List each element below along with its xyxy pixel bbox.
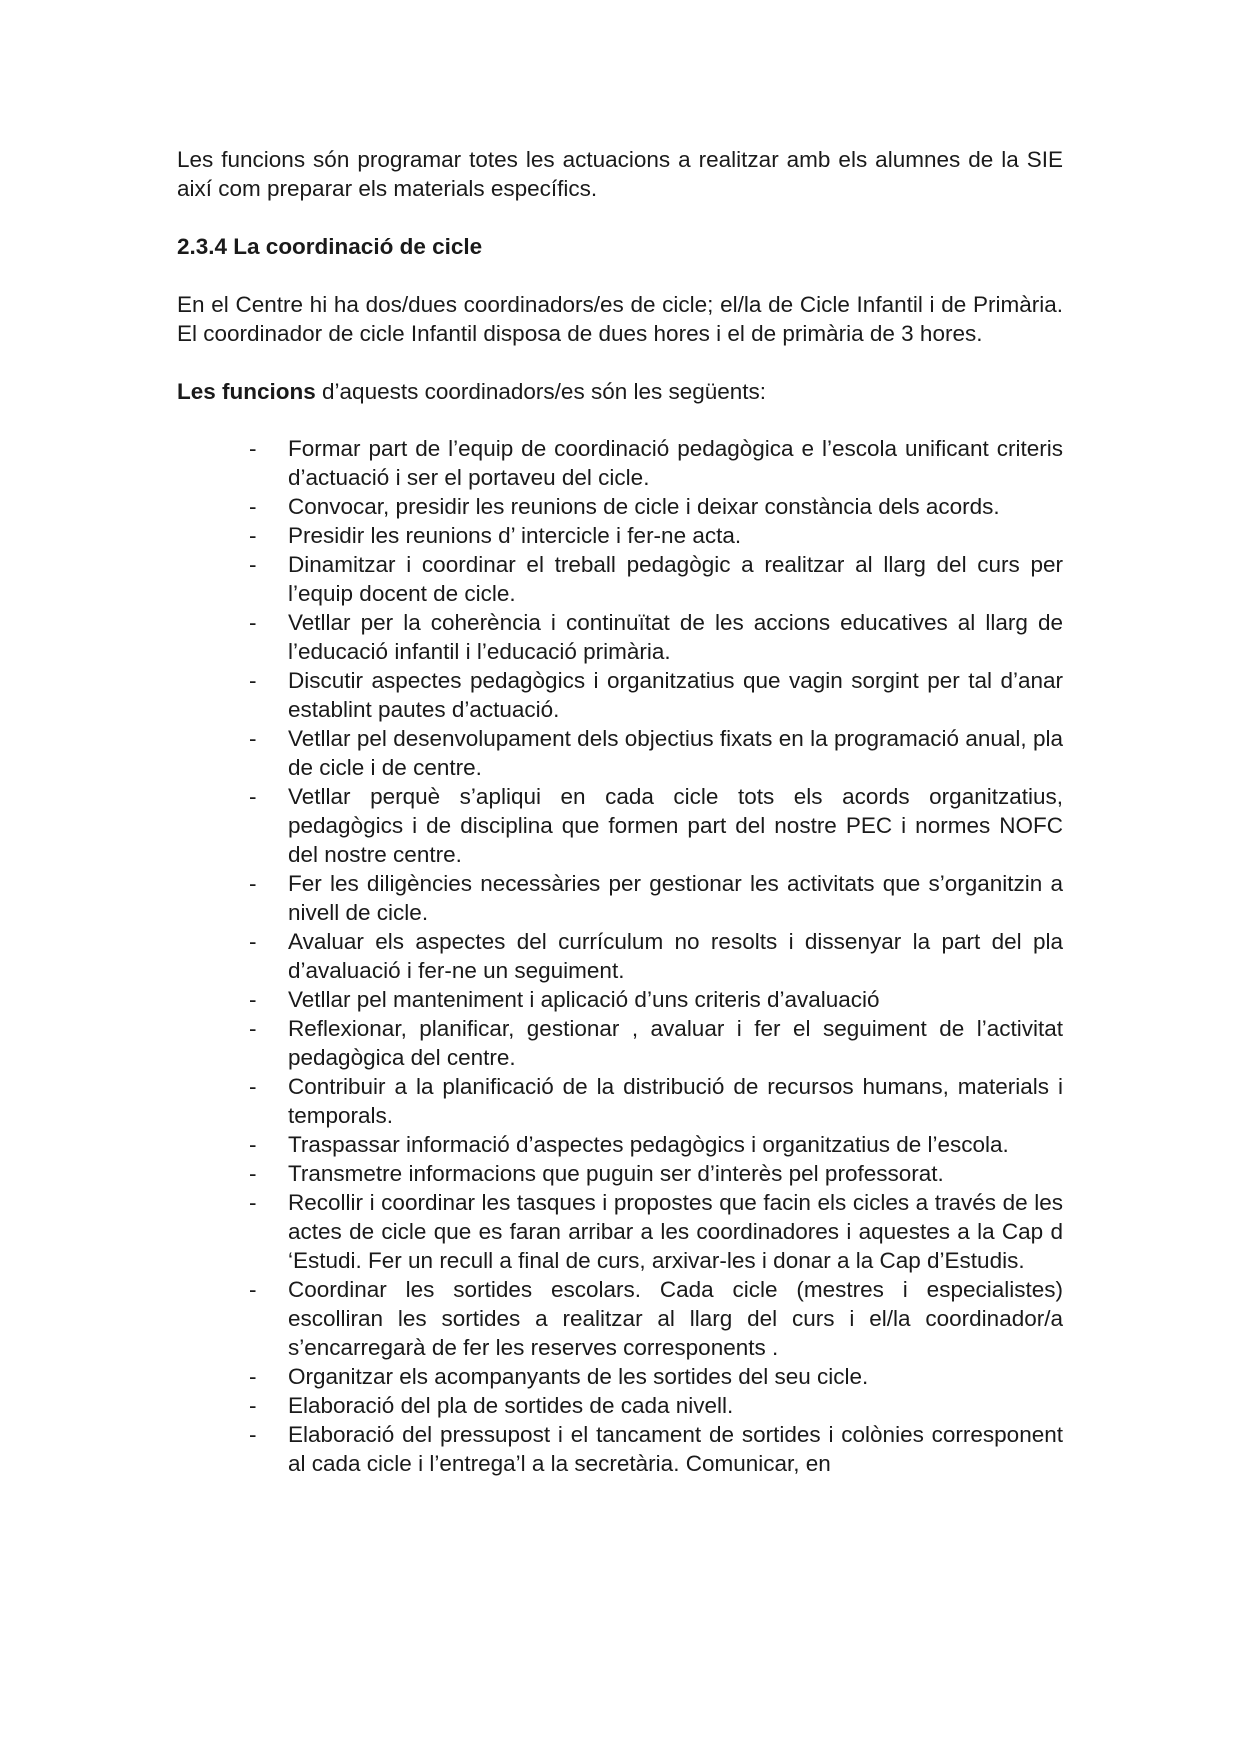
list-item — [177, 550, 1063, 608]
functions-lead — [177, 377, 1063, 406]
dash-bullet: - — [249, 668, 257, 693]
dash-bullet: - — [249, 552, 257, 577]
dash-bullet: - — [249, 1190, 257, 1215]
functions-lead-rest: d’aquests coordinadors/es són les següents: — [315, 379, 767, 404]
dash-bullet: - — [249, 1422, 257, 1447]
list-item-text: Recollir i coordinar les tasques i propostes que facin els cicles a través de les actes de cicle que es faran arribar a les coordinadores i aquestes a la Cap d ‘Estudi. Fer un recull a final de curs, arxivar-les i donar a la Cap d’Estudis. — [288, 1190, 1063, 1273]
dash-bullet: - — [249, 1364, 257, 1389]
list-item — [177, 1130, 1063, 1159]
list-item — [177, 1014, 1063, 1072]
dash-bullet: - — [249, 726, 257, 751]
dash-bullet: - — [249, 784, 257, 809]
list-item — [177, 1188, 1063, 1275]
section-heading: 2.3.4 La coordinació de cicle — [177, 234, 483, 259]
dash-bullet: - — [249, 436, 257, 461]
list-item — [177, 985, 1063, 1014]
list-item — [177, 1391, 1063, 1420]
list-item-text: Elaboració del pressupost i el tancament de sortides i colònies corresponent al cada cicle i l’entrega’l a la secretària. Comunicar, en — [288, 1422, 1063, 1476]
list-item-text: Vetllar pel desenvolupament dels objectius fixats en la programació anual, pla de cicle i de centre. — [288, 726, 1063, 780]
list-item-text: Traspassar informació d’aspectes pedagògics i organitzatius de l’escola. — [288, 1132, 1009, 1157]
dash-bullet: - — [249, 871, 257, 896]
list-item — [177, 1072, 1063, 1130]
dash-bullet: - — [249, 987, 257, 1012]
list-item-text: Vetllar per la coherència i continuïtat de les accions educatives al llarg de l’educació infantil i l’educació primària. — [288, 610, 1063, 664]
list-item — [177, 1159, 1063, 1188]
dash-bullet: - — [249, 1074, 257, 1099]
dash-bullet: - — [249, 1016, 257, 1041]
dash-bullet: - — [249, 494, 257, 519]
list-item — [177, 927, 1063, 985]
list-item — [177, 608, 1063, 666]
list-item-text: Presidir les reunions d’ intercicle i fer-ne acta. — [288, 523, 742, 548]
functions-lead-bold: Les funcions — [177, 379, 316, 404]
list-item — [177, 782, 1063, 869]
list-item — [177, 521, 1063, 550]
list-item — [177, 1275, 1063, 1362]
dash-bullet: - — [249, 523, 257, 548]
list-item-text: Discutir aspectes pedagògics i organitzatius que vagin sorgint per tal d’anar establint pautes d’actuació. — [288, 668, 1063, 722]
dash-bullet: - — [249, 1161, 257, 1186]
list-item-text: Vetllar pel manteniment i aplicació d’uns criteris d’avaluació — [288, 987, 880, 1012]
dash-bullet: - — [249, 1132, 257, 1157]
list-item — [177, 492, 1063, 521]
list-item-text: Formar part de l’equip de coordinació pedagògica e l’escola unificant criteris d’actuació i ser el portaveu del cicle. — [288, 436, 1063, 490]
list-item — [177, 666, 1063, 724]
list-item — [177, 869, 1063, 927]
list-item-text: Elaboració del pla de sortides de cada nivell. — [288, 1393, 734, 1418]
dash-bullet: - — [249, 610, 257, 635]
list-item — [177, 434, 1063, 492]
section-paragraph: En el Centre hi ha dos/dues coordinadors/es de cicle; el/la de Cicle Infantil i de Primària. El coordinador de cicle Infantil disposa de dues hores i el de primària de 3 hores. — [177, 292, 1063, 346]
dash-bullet: - — [249, 1393, 257, 1418]
list-item-text: Reflexionar, planificar, gestionar , avaluar i fer el seguiment de l’activitat pedagògica del centre. — [288, 1016, 1063, 1070]
list-item-text: Contribuir a la planificació de la distribució de recursos humans, materials i temporals. — [288, 1074, 1063, 1128]
dash-bullet: - — [249, 929, 257, 954]
functions-list — [177, 434, 1063, 1478]
list-item — [177, 1420, 1063, 1478]
list-item-text: Fer les diligències necessàries per gestionar les activitats que s’organitzin a nivell de cicle. — [288, 871, 1063, 925]
intro-paragraph: Les funcions són programar totes les actuacions a realitzar amb els alumnes de la SIE així com preparar els materials específics. — [177, 147, 1063, 201]
list-item — [177, 1362, 1063, 1391]
list-item-text: Coordinar les sortides escolars. Cada cicle (mestres i especialistes) escolliran les sortides a realitzar al llarg del curs i el/la coordinador/a s’encarregarà de fer les reserves corresponents . — [288, 1277, 1063, 1360]
document-page — [177, 145, 1063, 1478]
list-item — [177, 724, 1063, 782]
list-item-text: Organitzar els acompanyants de les sortides del seu cicle. — [288, 1364, 869, 1389]
list-item-text: Transmetre informacions que puguin ser d’interès pel professorat. — [288, 1161, 944, 1186]
list-item-text: Avaluar els aspectes del currículum no resolts i dissenyar la part del pla d’avaluació i fer-ne un seguiment. — [288, 929, 1063, 983]
list-item-text: Dinamitzar i coordinar el treball pedagògic a realitzar al llarg del curs per l’equip docent de cicle. — [288, 552, 1063, 606]
list-item-text: Convocar, presidir les reunions de cicle i deixar constància dels acords. — [288, 494, 1000, 519]
dash-bullet: - — [249, 1277, 257, 1302]
list-item-text: Vetllar perquè s’apliqui en cada cicle tots els acords organitzatius, pedagògics i de disciplina que formen part del nostre PEC i normes NOFC del nostre centre. — [288, 784, 1063, 867]
